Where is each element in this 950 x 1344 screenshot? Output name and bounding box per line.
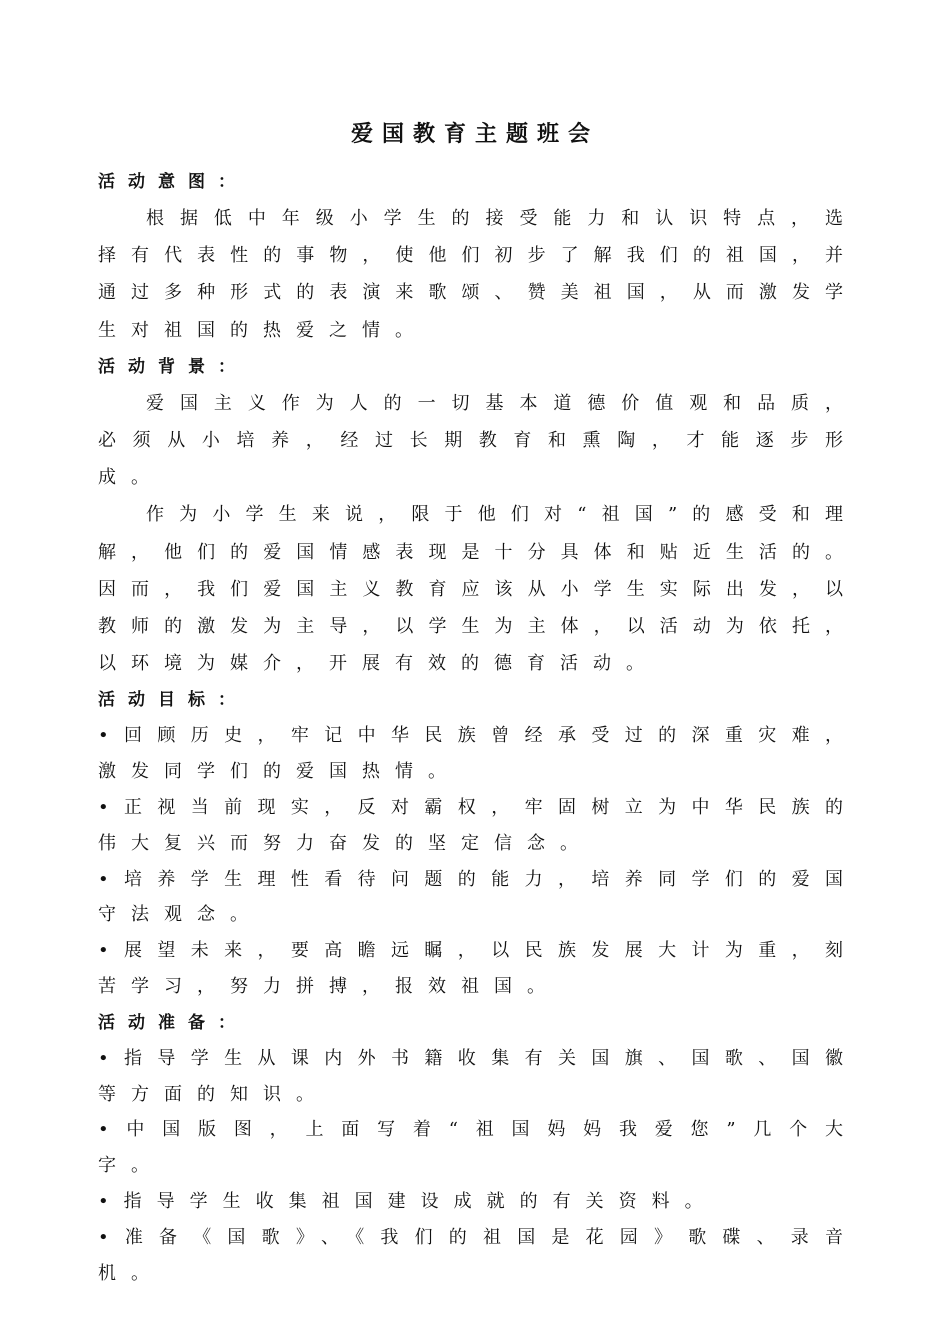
bullet-item: [98, 933, 858, 1005]
bullet-dot-icon: •: [98, 1047, 124, 1069]
bullet-dot-icon: •: [98, 797, 124, 819]
document-body: [98, 164, 858, 1291]
bullet-item: [98, 790, 858, 862]
bullet-dot-icon: •: [98, 725, 124, 747]
bullet-text: 培养学生理性看待问题的能力，培养同学们的爱国守法观念。: [98, 868, 858, 926]
bullet-item: [98, 1112, 858, 1184]
section-goals: [98, 682, 858, 1004]
bullet-dot-icon: •: [98, 1226, 124, 1248]
section-heading: 活动意图：: [98, 172, 248, 192]
bullet-item: [98, 862, 858, 934]
section-background: [98, 349, 858, 683]
paragraph: 根据低中年级小学生的接受能力和认识特点，选择有代表性的事物，使他们初步了解我们的祖国，并通过多种形式的表演来歌颂、赞美祖国，从而激发学生对祖国的热爱之情。: [98, 208, 858, 341]
section-heading: 活动准备：: [98, 1012, 248, 1033]
section-heading: 活动背景：: [98, 356, 248, 377]
bullet-item: [98, 1041, 858, 1113]
bullet-text: 指导学生收集祖国建设成就的有关资料。: [123, 1191, 718, 1212]
section-heading: 活动目标：: [98, 690, 248, 711]
bullet-text: 指导学生从课内外书籍收集有关国旗、国歌、国徽等方面的知识。: [98, 1047, 858, 1105]
bullet-dot-icon: •: [98, 868, 124, 890]
bullet-item: [98, 1220, 858, 1292]
bullet-dot-icon: •: [98, 1191, 124, 1212]
bullet-text: 展望未来，要高瞻远瞩，以民族发展大计为重，刻苦学习，努力拼搏，报效祖国。: [98, 940, 858, 998]
bullet-dot-icon: •: [98, 940, 124, 962]
bullet-text: 中国版图，上面写着“祖国妈妈我爱您”几个大字。: [98, 1119, 858, 1177]
document-title: 爱国教育主题班会: [350, 122, 599, 147]
bullet-text: 准备《国歌》、《我们的祖国是花园》歌碟、录音机。: [98, 1226, 858, 1284]
paragraph: 作为小学生来说，限于他们对“祖国”的感受和理解，他们的爱国情感表现是十分具体和贴近生活的。因而，我们爱国主义教育应该从小学生实际出发，以教师的激发为主导，以学生为主体，以活动为依托，以环境为媒介，开展有效的德育活动。: [98, 504, 858, 675]
section-intent: [98, 164, 858, 349]
bullet-text: 正视当前现实，反对霸权，牢固树立为中华民族的伟大复兴而努力奋发的坚定信念。: [98, 797, 858, 854]
paragraph: 爱国主义作为人的一切基本道德价值观和品质，必须从小培养，经过长期教育和熏陶，才能逐步形成。: [98, 392, 858, 489]
bullet-item: [98, 1184, 858, 1220]
section-preparation: [98, 1005, 858, 1292]
bullet-dot-icon: •: [98, 1119, 124, 1141]
bullet-text: 回顾历史，牢记中华民族曾经承受过的深重灾难，激发同学们的爱国热情。: [98, 725, 858, 783]
bullet-item: [98, 718, 858, 790]
